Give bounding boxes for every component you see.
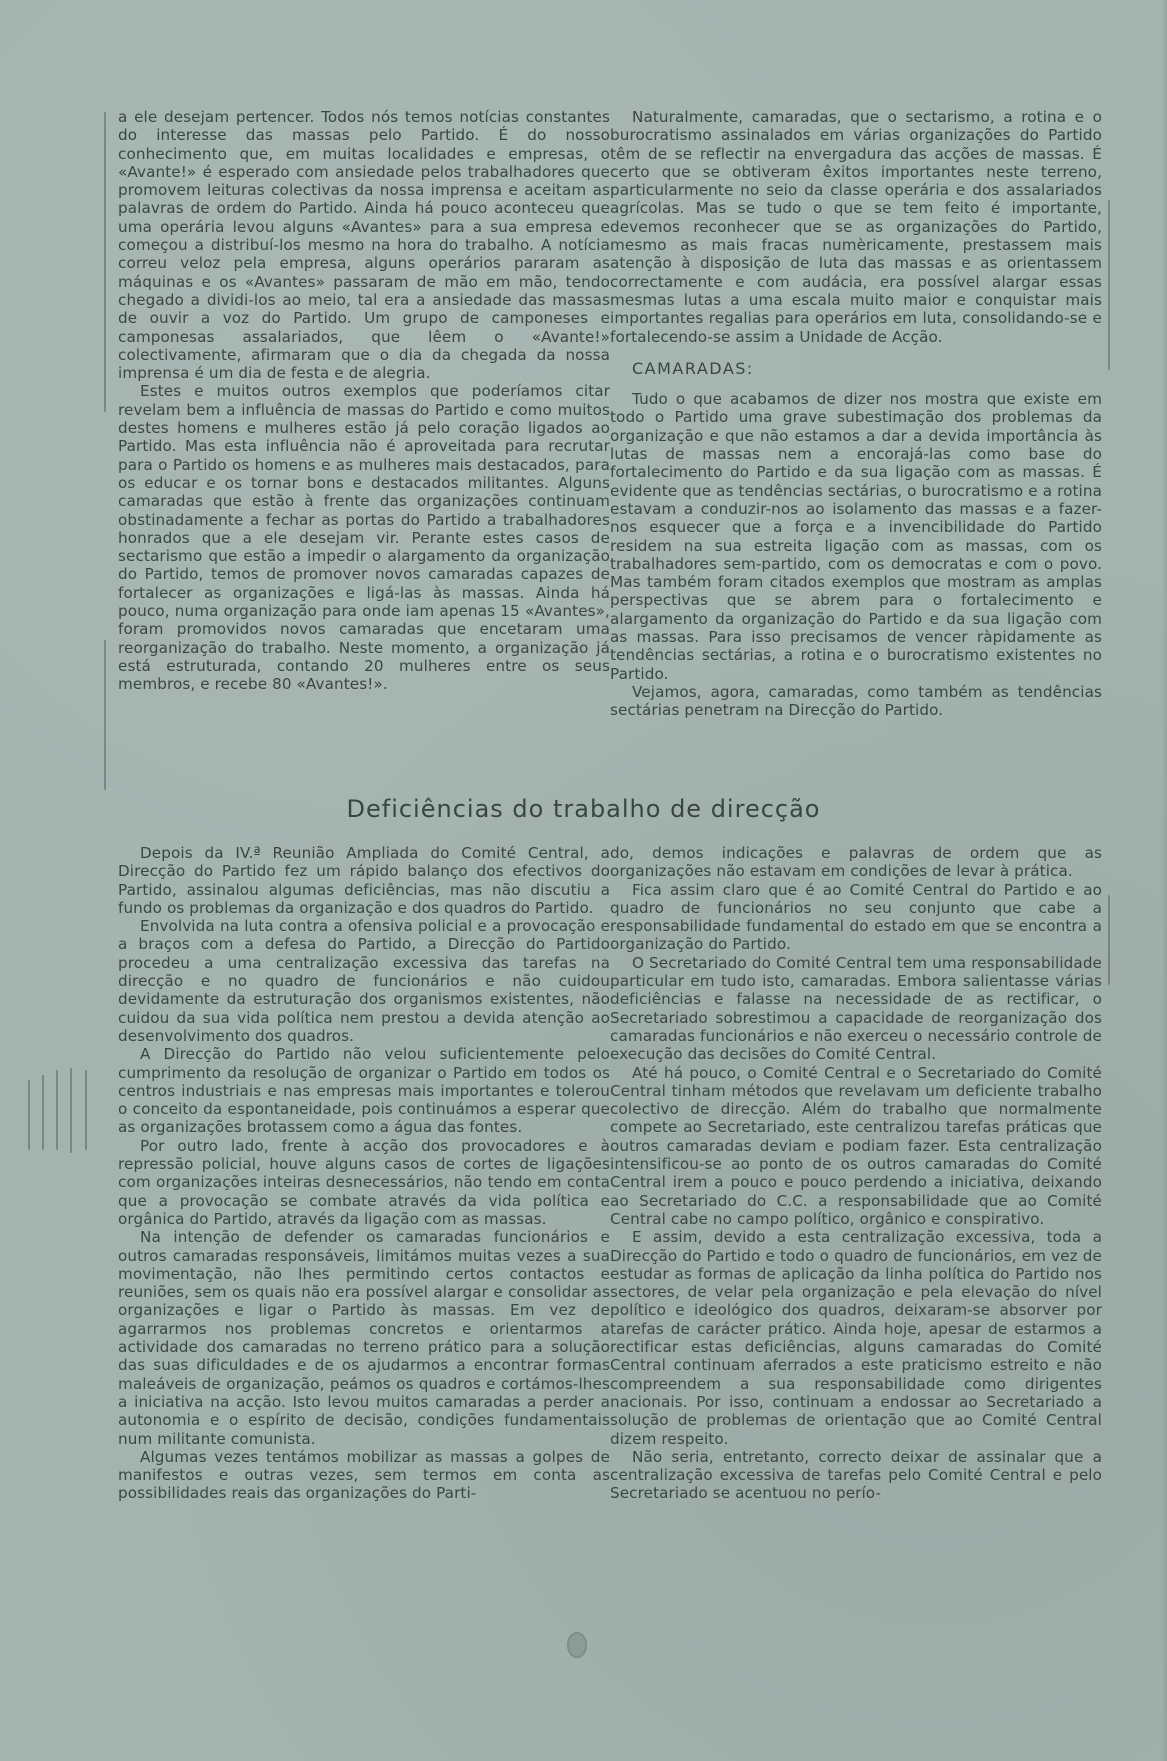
pencil-margin-mark xyxy=(1108,200,1110,370)
column-bottom-left xyxy=(118,844,610,1503)
column-top-left xyxy=(118,108,610,694)
paragraph: Naturalmente, camaradas, que o sectarismo, a rotina e o burocratismo assinalados em várias organizações do Partido têm de se reflectir na envergadura das acções de massas. É certo que se obtiveram êxitos importantes neste terreno, particularmente no seio da classe operária e dos assalariados agrícolas. Mas se tudo o que se tem feito é importante, devemos reconhecer que se as organizações do Partido, mesmo as mais fracas numèricamente, prestassem mais atenção à disposição de luta das massas e as orientassem correctamente e com audácia, era possível alargar essas mesmas lutas a uma escala muito maior e conquistar mais importantes regalias para operários em luta, consolidando-se e fortalecendo-se assim a Unidade de Acção. xyxy=(610,108,1102,346)
pencil-margin-mark xyxy=(104,112,106,412)
pencil-margin-mark xyxy=(70,1068,72,1153)
paragraph: O Secretariado do Comité Central tem uma responsabilidade particular em tudo isto, camaradas. Embora salientasse várias deficiências e falasse na necessidade de as rectificar, o Secretariado sobrestimou a capacidade de reorganização dos camaradas funcionários e não exerceu o necessário controle de execução das decisões do Comité Central. xyxy=(610,953,1102,1064)
pencil-margin-mark xyxy=(42,1075,44,1150)
paragraph: A Direcção do Partido não velou suficientemente pelo cumprimento da resolução de organizar o Partido em todos os centros industriais e nas empresas mais importantes e tolerou o conceito da espontaneidade, pois continuámos a esperar que as organizações brotassem como a água das fontes. xyxy=(118,1045,610,1137)
section-heading: CAMARADAS: xyxy=(632,358,754,378)
column-bottom-right xyxy=(610,844,1102,1503)
paper-hole xyxy=(567,1632,587,1658)
paragraph: do, demos indicações e palavras de ordem que as organizações não estavam em condições de levar à prática. xyxy=(610,844,1102,881)
paragraph: Algumas vezes tentámos mobilizar as massas a golpes de manifestos e outras vezes, sem termos em conta as possibilidades reais das organizações do Parti- xyxy=(118,1447,610,1503)
pencil-margin-mark xyxy=(85,1070,87,1150)
paragraph: Por outro lado, frente à acção dos provocadores e à repressão policial, houve alguns casos de cortes de ligações com organizações inteiras desnecessários, não tendo em conta que a provocação se combate através da vida política e orgânica do Partido, através da ligação com as massas. xyxy=(118,1136,610,1228)
paragraph: E assim, devido a esta centralização excessiva, toda a Direcção do Partido e todo o quadro de funcionários, em vez de estudar as formas de aplicação da linha política do Partido nos sectores, de velar pela organização e pela elevação do nível político e ideológico dos quadros, deixaram-se absorver por tarefas de carácter prático. Ainda hoje, apesar de estarmos a rectificar estas deficiências, alguns camaradas do Comité Central continuam aferrados a este praticismo estreito e não compreendem a sua responsabilidade como dirigentes nacionais. Por isso, continuam a endossar ao Secretariado a solução de problemas de orientação que ao Comité Central dizem respeito. xyxy=(610,1228,1102,1448)
paragraph: Não seria, entretanto, correcto deixar de assinalar que a centralização excessiva de tarefas pelo Comité Central e pelo Secretariado se acentuou no perío- xyxy=(610,1447,1102,1503)
page-edge-shadow xyxy=(1161,0,1167,1761)
paragraph: Envolvida na luta contra a ofensiva policial e a provocação e a braços com a defesa do Partido, a Direcção do Partido procedeu a uma centralização excessiva das tarefas na direcção e no quadro de funcionários e não cuidou devidamente da estruturação dos organismos existentes, não cuidou da sua vida política nem prestou a devida atenção ao desenvolvimento dos quadros. xyxy=(118,917,610,1045)
paragraph: Tudo o que acabamos de dizer nos mostra que existe em todo o Partido uma grave subestimação dos problemas da organização e que não estamos a dar a devida importância às lutas de massas nem a encorajá-las como base do fortalecimento do Partido e da sua ligação com as massas. É evidente que as tendências sectárias, o burocratismo e a rotina estavam a conduzir-nos ao isolamento das massas e a fazer-nos esquecer que a força e a invencibilidade do Partido residem na sua estreita ligação com as massas, com os trabalhadores sem-partido, com os democratas e com o povo. Mas também foram citados exemplos que mostram as amplas perspectivas que se abrem para o fortalecimento e alargamento da organização do Partido e da sua ligação com as massas. Para isso precisamos de vencer ràpidamente as tendências sectárias, a rotina e o burocratismo existentes no Partido. xyxy=(610,390,1102,683)
paragraph: a ele desejam pertencer. Todos nós temos notícias constantes do interesse das massas pelo Partido. É do nosso conhecimento que, em muitas localidades e empresas, o «Avante!» é esperado com ansiedade pelos trabalhadores que promovem leituras colectivas da nossa imprensa e aceitam as palavras de ordem do Partido. Ainda há pouco aconteceu que uma operária levou alguns «Avantes» para a sua empresa e começou a distribuí-los mesmo na hora do trabalho. A notícia correu veloz pela empresa, alguns operários pararam as máquinas e os «Avantes» passaram de mão em mão, tendo chegado a dividi-los ao meio, tal era a ansiedade das massas de ouvir a voz do Partido. Um grupo de camponeses e camponesas assalariados, que lêem o «Avante!» colectivamente, afirmaram que o dia da chegada da nossa imprensa é um dia de festa e de alegria. xyxy=(118,108,610,383)
paragraph: Depois da IV.ª Reunião Ampliada do Comité Central, a Direcção do Partido fez um rápido balanço dos efectivos do Partido, assinalou algumas deficiências, mas não discutiu a fundo os problemas da organização e dos quadros do Partido. xyxy=(118,844,610,917)
paragraph: Estes e muitos outros exemplos que poderíamos citar revelam bem a influência de massas do Partido e como muitos destes homens e mulheres estão já pelo coração ligados ao Partido. Mas esta influência não é aproveitada para recrutar para o Partido os homens e as mulheres mais destacados, para os educar e os tornar bons e destacados militantes. Alguns camaradas que estão à frente das organizações continuam obstinadamente a fechar as portas do Partido a trabalhadores honrados que a ele desejam vir. Perante estes casos de sectarismo que estão a impedir o alargamento da organização do Partido, temos de promover novos camaradas capazes de fortalecer as organizações e ligá-las às massas. Ainda há pouco, numa organização para onde iam apenas 15 «Avantes», foram promovidos novos camaradas que encetaram uma reorganização do trabalho. Neste momento, a organização já está estruturada, contando 20 mulheres entre os seus membros, e recebe 80 «Avantes!». xyxy=(118,382,610,694)
pencil-margin-mark xyxy=(28,1080,30,1150)
paragraph: Na intenção de defender os camaradas funcionários e outros camaradas responsáveis, limitámos muitas vezes a sua movimentação, não lhes permitindo certos contactos e reuniões, sem os quais não era possível alargar e consolidar as organizações e ligar o Partido às massas. Em vez de agarrarmos nos problemas concretos e orientarmos a actividade dos camaradas no terreno prático para a solução das suas dificuldades e de os ajudarmos a encontrar formas maleáveis de organização, peámos os quadros e cortámos-lhes a iniciativa na acção. Isto levou muitos camaradas a perder a autonomia e o espírito de decisão, condições fundamentais num militante comunista. xyxy=(118,1228,610,1448)
pencil-margin-mark xyxy=(56,1070,58,1150)
pencil-margin-mark xyxy=(1108,895,1110,985)
section-title: Deficiências do trabalho de direcção xyxy=(346,795,821,823)
paragraph: Fica assim claro que é ao Comité Central do Partido e ao quadro de funcionários no seu conjunto que cabe a responsabilidade fundamental do estado em que se encontra a organização do Partido. xyxy=(610,880,1102,954)
column-top-right xyxy=(610,108,1102,720)
paragraph: Vejamos, agora, camaradas, como também as tendências sectárias penetram na Direcção do Partido. xyxy=(610,682,1102,720)
pencil-margin-mark xyxy=(104,640,106,790)
paragraph: Até há pouco, o Comité Central e o Secretariado do Comité Central tinham métodos que revelavam um deficiente trabalho colectivo de direcção. Além do trabalho que normalmente compete ao Secretariado, este centralizou tarefas práticas que outros camaradas deviam e podiam fazer. Esta centralização intensificou-se ao ponto de os outros camaradas do Comité Central irem a pouco e pouco perdendo a iniciativa, deixando ao Secretariado do C.C. a responsabilidade que ao Comité Central cabe no campo político, orgânico e conspirativo. xyxy=(610,1063,1102,1228)
